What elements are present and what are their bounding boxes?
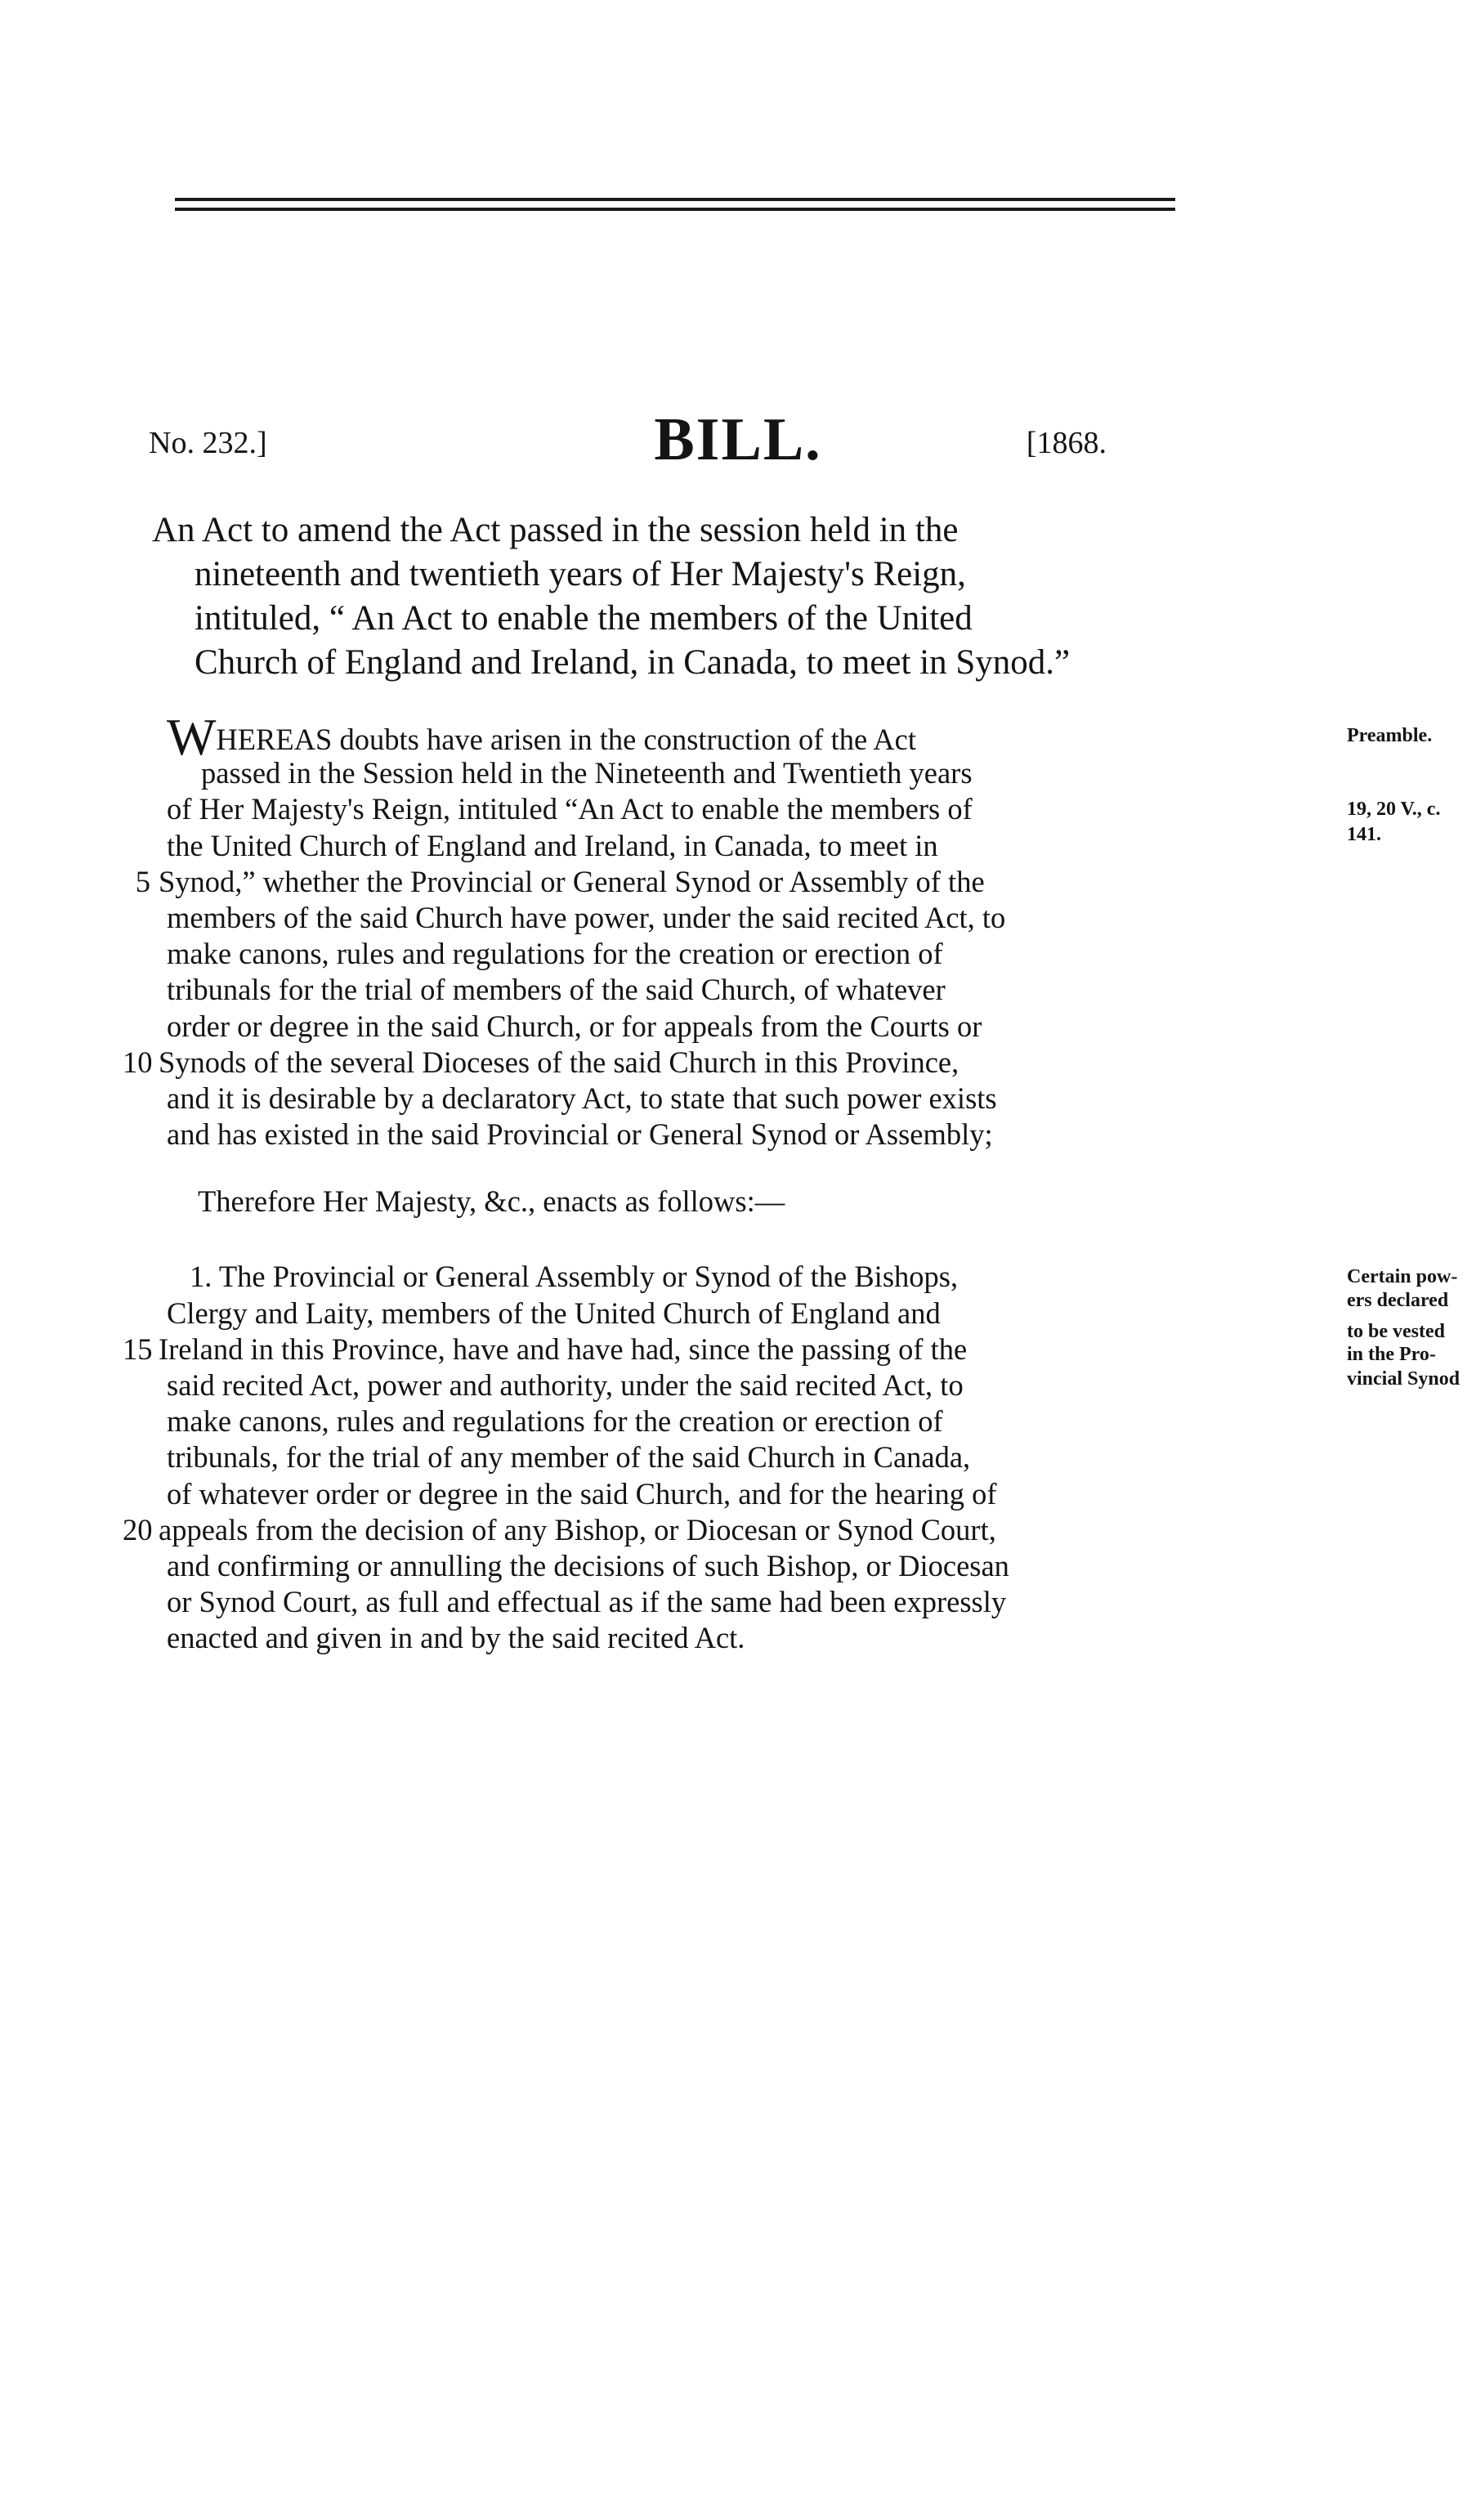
enacting-clause-line [123, 1184, 1398, 1220]
bill-body [123, 708, 1460, 1657]
preamble-line [123, 1045, 1398, 1081]
enacting-clause: Therefore Her Majesty, &c., enacts as follows:— [198, 1184, 785, 1219]
section-text: Clergy and Laity, members of the United Church of England and [167, 1296, 941, 1330]
section-line [123, 1403, 1398, 1439]
side-note-powers: vincial Synod [1347, 1368, 1460, 1390]
side-note-powers: Certain pow- [1347, 1266, 1458, 1288]
side-note-powers: ers declared [1347, 1289, 1449, 1311]
drop-cap: W [167, 708, 217, 766]
preamble-text: members of the said Church have power, under the said recited Act, to [167, 900, 1006, 934]
section-line [123, 1584, 1398, 1620]
header-rule-bottom [175, 208, 1175, 211]
section-line [123, 1259, 1458, 1295]
preamble-line [123, 708, 1433, 766]
side-note-powers: in the Pro- [1347, 1343, 1436, 1365]
bill-label: BILL. [654, 406, 822, 473]
preamble-line [123, 972, 1398, 1008]
preamble-line [123, 900, 1398, 936]
act-title-line: nineteenth and twentieth years of Her Majesty's Reign, [195, 555, 966, 593]
preamble-line [123, 791, 1441, 827]
preamble-text: passed in the Session held in the Nineteenth and Twentieth years [201, 756, 973, 790]
preamble-line [123, 823, 1398, 864]
section-line [123, 1620, 1398, 1656]
side-note-powers: to be vested [1347, 1320, 1445, 1342]
preamble-line [123, 936, 1398, 972]
section-line [123, 1320, 1445, 1367]
act-title-line: Church of England and Ireland, in Canada, to meet in Synod.” [195, 643, 1071, 682]
line-number: 10 [123, 1045, 153, 1079]
preamble-text: make canons, rules and regulations for the creation or erection of [167, 937, 943, 971]
preamble-line [123, 864, 1398, 900]
section-line [123, 1548, 1398, 1584]
preamble-text: Synod,” whether the Provincial or General Synod or Assembly of the [159, 864, 985, 898]
section-text: said recited Act, power and authority, under the said recited Act, to [167, 1368, 964, 1402]
section-line [123, 1512, 1398, 1548]
section-text: make canons, rules and regulations for the creation or erection of [167, 1404, 943, 1439]
preamble-text: the United Church of England and Ireland, in Canada, to meet in [167, 828, 938, 862]
act-title-line: intituled, “ An Act to enable the members of the United [195, 599, 973, 638]
line-number: 15 [123, 1332, 153, 1366]
section-text: enacted and given in and by the said recited Act. [167, 1621, 745, 1655]
section-text: and confirming or annulling the decisions of such Bishop, or Diocesan [167, 1548, 1009, 1582]
section-text: tribunals, for the trial of any member of the said Church in Canada, [167, 1440, 971, 1475]
section-line [123, 1476, 1398, 1512]
preamble-line [123, 1009, 1398, 1045]
act-title-line: An Act to amend the Act passed in the session held in the [152, 511, 959, 549]
preamble-text: HEREAS doubts have arisen in the construction of the Act [216, 723, 916, 756]
bill-header [0, 405, 1476, 479]
preamble-line [123, 1081, 1398, 1117]
side-note-citation: 141. [1347, 823, 1381, 845]
section-line [123, 1367, 1460, 1403]
preamble-line [123, 755, 1398, 791]
line-number: 5 [135, 864, 150, 898]
bill-year: [1868. [1026, 426, 1107, 460]
preamble-text: and has existed in the said Provincial or General Synod or Assembly; [167, 1117, 993, 1152]
preamble-line [123, 1117, 1398, 1153]
preamble-text: order or degree in the said Church, or for appeals from the Courts or [167, 1009, 982, 1043]
section-text: appeals from the decision of any Bishop, or Diocesan or Synod Court, [159, 1512, 996, 1546]
preamble-text: tribunals for the trial of members of the said Church, of whatever [167, 973, 946, 1007]
side-note-citation: 19, 20 V., c. [1347, 799, 1441, 821]
section-text: or Synod Court, as full and effectual as if the same had been expressly [167, 1585, 1007, 1619]
side-note-preamble: Preamble. [1347, 725, 1433, 746]
section-text: of whatever order or degree in the said Church, and for the hearing of [167, 1476, 997, 1511]
section-text: 1. The Provincial or General Assembly or Synod of the Bishops, [190, 1260, 959, 1294]
act-title [152, 508, 1231, 685]
section-line [123, 1439, 1398, 1475]
bill-number: No. 232.] [149, 426, 267, 460]
preamble-text: and it is desirable by a declaratory Act, to state that such power exists [167, 1081, 997, 1115]
section-text: Ireland in this Province, have and have had, since the passing of the [159, 1332, 968, 1366]
line-number: 20 [123, 1512, 153, 1546]
preamble-text: Synods of the several Dioceses of the said Church in this Province, [159, 1045, 959, 1079]
header-rule-top [175, 198, 1175, 201]
preamble-text: of Her Majesty's Reign, intituled “An Act to enable the members of [167, 792, 973, 826]
